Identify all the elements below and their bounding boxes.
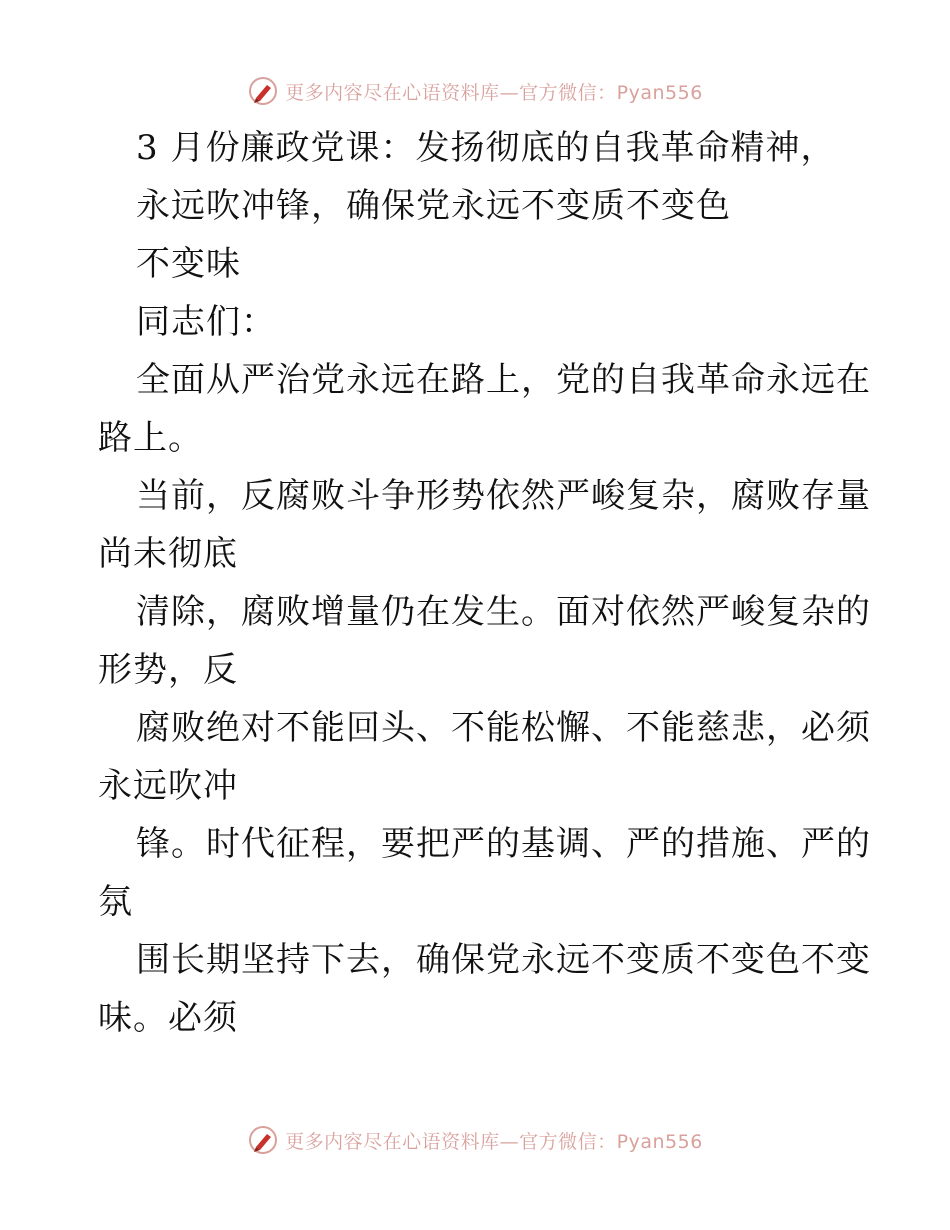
watermark-text: 更多内容尽在心语资料库—官方微信：Pyan556 bbox=[285, 81, 703, 104]
paragraph-line: 清除，腐败增量仍在发生。面对依然严峻复杂的 bbox=[136, 592, 871, 632]
pen-logo-icon bbox=[247, 1124, 279, 1156]
pen-logo-icon bbox=[247, 75, 279, 107]
paragraph-line: 路上。 bbox=[98, 418, 203, 458]
watermark-text: 更多内容尽在心语资料库—官方微信：Pyan556 bbox=[285, 1130, 703, 1153]
paragraph-line: 围长期坚持下去，确保党永远不变质不变色不变 bbox=[136, 940, 871, 980]
paragraph-line: 形势，反 bbox=[98, 650, 238, 690]
footer-watermark bbox=[0, 1120, 950, 1160]
paragraph-line: 全面从严治党永远在路上，党的自我革命永远在 bbox=[136, 360, 871, 400]
salutation: 同志们： bbox=[136, 302, 276, 342]
paragraph-line: 尚未彻底 bbox=[98, 534, 238, 574]
title-line-3: 不变味 bbox=[136, 244, 241, 284]
paragraph-line: 锋。时代征程，要把严的基调、严的措施、严的 bbox=[136, 824, 871, 864]
paragraph-line: 味。必须 bbox=[98, 998, 238, 1038]
paragraph-line: 永远吹冲 bbox=[98, 766, 238, 806]
paragraph-line: 氛 bbox=[98, 882, 133, 922]
paragraph-line: 当前，反腐败斗争形势依然严峻复杂，腐败存量 bbox=[136, 476, 871, 516]
title-line-2: 永远吹冲锋，确保党永远不变质不变色 bbox=[136, 186, 731, 226]
paragraph-line: 腐败绝对不能回头、不能松懈、不能慈悲，必须 bbox=[136, 708, 871, 748]
title-line-1: 3 月份廉政党课：发扬彻底的自我革命精神， bbox=[136, 128, 836, 168]
header-watermark bbox=[0, 71, 950, 111]
